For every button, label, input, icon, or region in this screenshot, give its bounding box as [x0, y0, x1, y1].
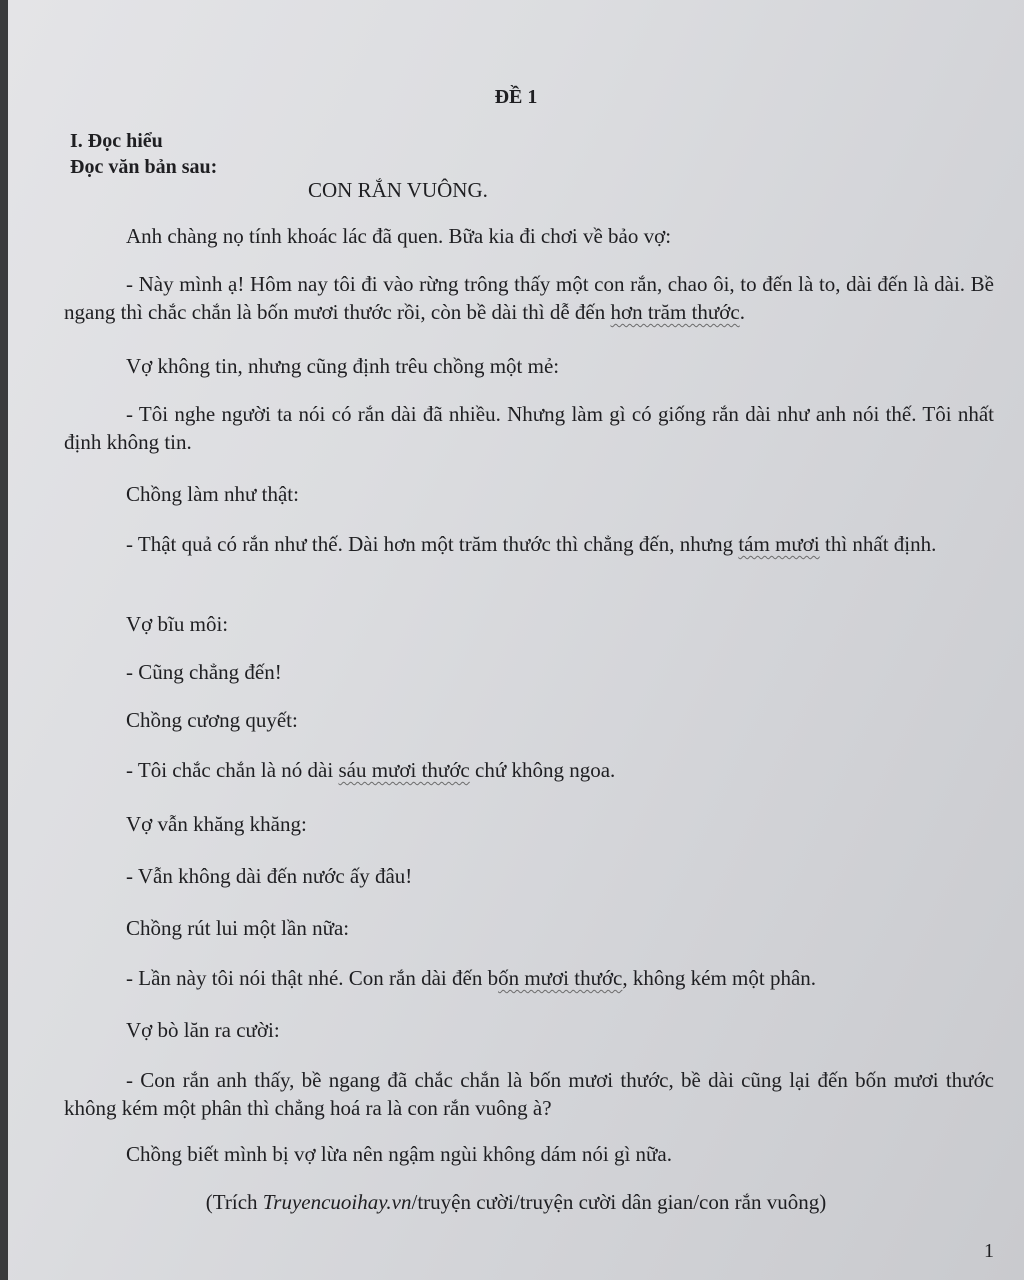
paragraph: - Tôi nghe người ta nói có rắn dài đã nhiều. Nhưng làm gì có giống rắn dài như anh nói thế. Tôi nhất định không tin.: [64, 402, 994, 454]
page-number: 1: [984, 1240, 994, 1262]
paragraph: Vợ bò lăn ra cười:: [126, 1018, 280, 1042]
paragraph: Chồng biết mình bị vợ lừa nên ngậm ngùi không dám nói gì nữa.: [126, 1142, 672, 1166]
paragraph-text: thì nhất định.: [819, 532, 937, 556]
source-citation: [8, 1190, 1024, 1215]
exam-title: ĐỀ 1: [494, 86, 538, 108]
paragraph: Chồng cương quyết:: [126, 708, 298, 732]
section-heading: I. Đọc hiểu: [70, 130, 163, 152]
paragraph-text: , không kém một phân.: [622, 966, 817, 990]
paragraph: Vợ không tin, nhưng cũng định trêu chồng một mẻ:: [126, 354, 560, 378]
paragraph: Chồng làm như thật:: [126, 482, 299, 506]
paragraph: [64, 530, 994, 558]
paragraph: [64, 756, 994, 784]
paragraph-text: - Tôi chắc chắn là nó dài: [126, 758, 339, 782]
paragraph: - Vẫn không dài đến nước ấy đâu!: [126, 864, 413, 888]
paragraph: [64, 270, 994, 326]
source-site: Truyencuoihay.vn: [262, 1190, 412, 1214]
underlined-phrase: sáu mươi thước: [338, 758, 470, 782]
instruction-text: Đọc văn bản sau:: [70, 156, 218, 178]
paragraph: Chồng rút lui một lần nữa:: [126, 916, 350, 940]
paragraph-text: - Lần này tôi nói thật nhé. Con rắn dài đến b: [126, 966, 499, 990]
paragraph-text: .: [739, 300, 745, 324]
paragraph: Anh chàng nọ tính khoác lác đã quen. Bữa kia đi chơi về bảo vợ:: [126, 224, 672, 248]
paragraph-text: chứ không ngoa.: [469, 758, 616, 782]
paragraph: Vợ vẫn khăng khăng:: [126, 812, 307, 836]
story-title: CON RẮN VUÔNG.: [308, 178, 488, 202]
paragraph: Vợ bĩu môi:: [126, 612, 229, 636]
underlined-phrase: hơn trăm thước: [610, 300, 740, 324]
paragraph: [64, 964, 994, 992]
paragraph: - Con rắn anh thấy, bề ngang đã chắc chắn là bốn mươi thước, bề dài cũng lại đến bốn mươi thước không kém một phân thì chẳng hoá ra là con rắn vuông à?: [64, 1068, 994, 1120]
source-prefix: (Trích: [205, 1190, 263, 1214]
source-suffix: /truyện cười/truyện cười dân gian/con rắn vuông): [411, 1190, 827, 1214]
underlined-phrase: ốn mươi thước: [498, 966, 623, 990]
document-page: [8, 0, 1024, 1280]
underlined-phrase: tám mươi: [738, 532, 820, 556]
paragraph-text: - Này mình ạ! Hôm nay tôi đi vào rừng trông thấy một con rắn, chao ôi, to đến là to, dài đến là dài. Bề ngang thì chắc chắn là bốn mươi thước rồi, còn bề dài thì dễ đến: [64, 272, 994, 324]
paragraph-text: - Thật quả có rắn như thế. Dài hơn một trăm thước thì chẳng đến, nhưng: [126, 532, 739, 556]
paragraph: - Cũng chẳng đến!: [126, 660, 282, 684]
